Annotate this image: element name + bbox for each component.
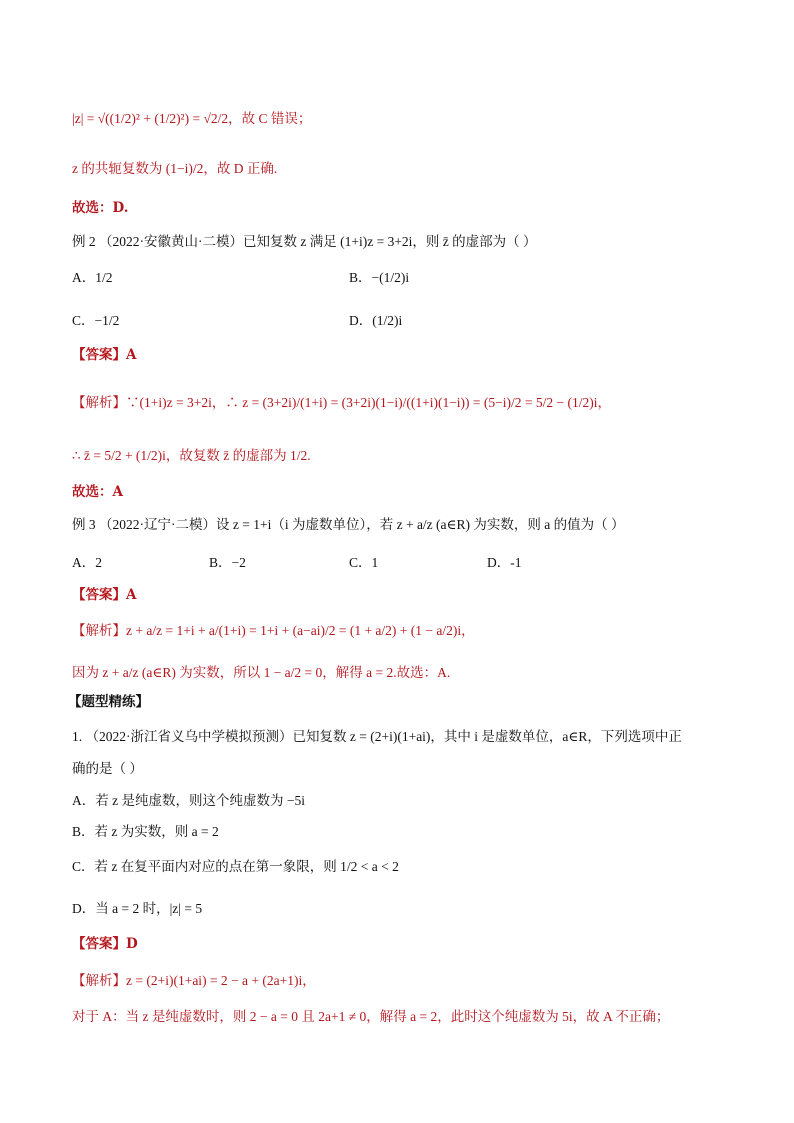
solution-line: ∴ z̄ = 5/2 + (1/2)i，故复数 z̄ 的虚部为 1/2. <box>72 448 311 463</box>
text-line: 故选：D. <box>72 200 129 216</box>
option-a: A．1/2 <box>72 270 113 285</box>
answer-label: 【答案】A <box>72 587 137 603</box>
answer-label: 【答案】D <box>72 936 138 952</box>
section-heading: 【题型精练】 <box>68 694 149 710</box>
solution-line: 【解析】z + a/z = 1+i + a/(1+i) = 1+i + (a−ai)/2 = (1 + a/2) + (1 − a/2)i， <box>72 623 475 638</box>
option-a: A．2 <box>72 555 102 570</box>
option-a: A．若 z 是纯虚数，则这个纯虚数为 −5i <box>72 793 305 808</box>
example-3-stem: 例 3 （2022·辽宁·二模）设 z = 1+i（i 为虚数单位），若 z + a/z (a∈R) 为实数，则 a 的值为（ ） <box>72 517 625 532</box>
option-c: C．1 <box>349 555 379 570</box>
option-c: C．若 z 在复平面内对应的点在第一象限，则 1/2 < a < 2 <box>72 859 399 874</box>
text-line: 故选：A <box>72 484 123 500</box>
option-d: D．(1/2)i <box>349 313 403 328</box>
solution-line: 因为 z + a/z (a∈R) 为实数，所以 1 − a/2 = 0，解得 a = 2.故选：A. <box>72 665 451 680</box>
solution-line: 【解析】z = (2+i)(1+ai) = 2 − a + (2a+1)i， <box>72 973 316 988</box>
option-c: C．−1/2 <box>72 313 120 328</box>
example-2-stem: 例 2 （2022·安徽黄山·二模）已知复数 z 满足 (1+i)z = 3+2i，则 z̄ 的虚部为（ ） <box>72 234 537 249</box>
solution-line: 对于 A：当 z 是纯虚数时，则 2 − a = 0 且 2a+1 ≠ 0，解得 a = 2，此时这个纯虚数为 5i，故 A 不正确； <box>72 1009 670 1024</box>
text-line: z 的共轭复数为 (1−i)/2，故 D 正确. <box>72 161 278 176</box>
text-line: |z| = √((1/2)² + (1/2)²) = √2/2，故 C 错误； <box>72 111 312 126</box>
option-b: B．若 z 为实数，则 a = 2 <box>72 824 219 839</box>
solution-line: 【解析】∵(1+i)z = 3+2i，∴ z = (3+2i)/(1+i) = (3+2i)(1−i)/((1+i)(1−i)) = (5−i)/2 = 5/2 − (1/2)i， <box>72 395 611 410</box>
problem-1-stem-cont: 确的是（ ） <box>72 761 143 776</box>
option-d: D．-1 <box>487 555 522 570</box>
problem-1-stem: 1. （2022·浙江省义乌中学模拟预测）已知复数 z = (2+i)(1+ai)，其中 i 是虚数单位，a∈R，下列选项中正 <box>72 729 682 744</box>
option-b: B．−2 <box>209 555 246 570</box>
answer-label: 【答案】A <box>72 347 137 363</box>
option-b: B．−(1/2)i <box>349 270 410 285</box>
option-d: D．当 a = 2 时，|z| = 5 <box>72 901 203 916</box>
